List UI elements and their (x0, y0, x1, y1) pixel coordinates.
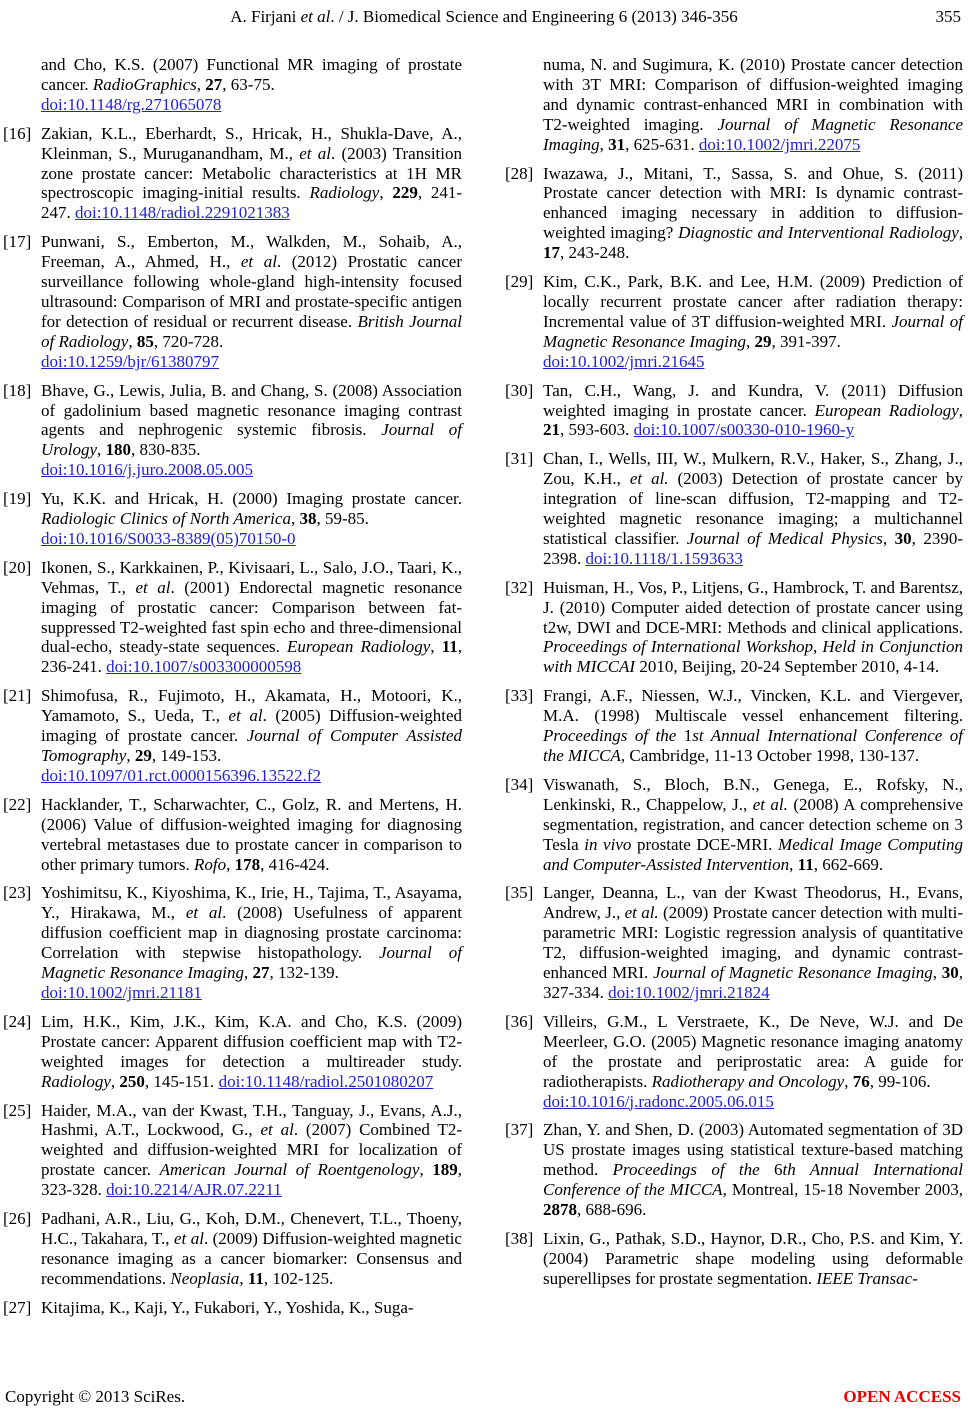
doi-link[interactable]: doi:10.1002/jmri.21645 (543, 351, 705, 371)
reference-text (41, 55, 462, 114)
reference-label: [16] (3, 123, 32, 143)
reference-text-segment: , 323-328. (41, 1160, 463, 1200)
reference-text-segment: , 688-696. (577, 1200, 647, 1220)
reference-text (41, 232, 462, 370)
reference-text-segment: . (2001) Endorectal magnetic resonance imaging of prostatic cancer: Comparison between fat-suppressed T2-weighted fast spin echo and three-dimensional dual-echo, steady-state sequences. (41, 577, 462, 657)
reference-entry-32 (505, 578, 963, 678)
volume-number: 29 (134, 746, 152, 765)
reference-text-segment: , (290, 509, 300, 529)
reference-text (41, 1209, 462, 1288)
reference-text-segment: , 662-669. (813, 854, 884, 874)
volume-number: 30 (894, 528, 912, 548)
italic-text: Journal of Medical Physics (686, 528, 883, 548)
italic-text: et al (299, 143, 331, 163)
reference-text (543, 55, 963, 154)
italic-text: Journal of Urology (41, 420, 463, 460)
reference-text-segment: , 391-397. (771, 331, 841, 351)
doi-link[interactable]: doi:10.1007/s003300000598 (106, 657, 302, 677)
italic-text: Proceedings of the (612, 1160, 775, 1180)
italic-text: et al (135, 577, 171, 597)
reference-text-segment: . (2007) Combined T2-weighted and diffusion-weighted MRI for localization of prostate cancer. (41, 1120, 462, 1180)
open-access-label: OPEN ACCESS (843, 1387, 961, 1406)
reference-text-segment: . (2005) Diffusion-weighted imaging of prostate cancer. (41, 706, 462, 746)
running-head-etal: et al (300, 7, 331, 26)
reference-text-segment: , 593-603. (560, 420, 634, 440)
reference-label: [31] (505, 449, 534, 469)
reference-text-segment: . (2012) Prostatic cancer surveillance following whole-gland high-intensity focused ultrasound: Comparison of MRI and prostate-specific antigen for detection of residual or recurrent disease. (41, 252, 462, 331)
italic-text: Journal of Computer Assisted Tomography (41, 726, 462, 765)
doi-link[interactable]: doi:10.1016/j.radonc.2005.06.015 (543, 1091, 774, 1111)
reference-text-segment: (2003) Detection of prostate cancer by integration of line-scan diffusion, T2-mapping and T2-weighted magnetic resonance imaging; a multichannel statistical classifier. (543, 469, 963, 548)
reference-text-segment: numa, N. and Sugimura, K. (2010) Prostate cancer detection with 3T MRI: Comparison of diffusion-weighted imaging and dynamic contrast-enhanced MRI in combination with T2-weighted imaging. (543, 55, 963, 134)
reference-text-segment: Hacklander, T., Scharwachter, C., Golz, R. and Mertens, H. (2006) Value of diffusion-weighted imaging for diagnosing vertebral metastases due to prostate cancer in comparison to other primary tumors. (41, 794, 462, 874)
reference-label: [37] (505, 1120, 534, 1140)
italic-text: Proceedings of the (543, 726, 684, 746)
reference-text-segment: , (126, 746, 135, 765)
doi-link[interactable]: doi:10.1097/01.rct.0000156396.13522.f2 (41, 765, 322, 785)
reference-entry-26 (3, 1209, 462, 1289)
italic-text: Journal of Magnetic Resonance Imaging (543, 114, 963, 154)
reference-entry-36 (505, 1012, 963, 1112)
reference-text-segment: , 132-139. (269, 963, 339, 983)
reference-text-segment: , (844, 1071, 853, 1091)
reference-text-segment: Lixin, G., Pathak, S.D., Haynor, D.R., Cho, P.S. and Kim, Y. (2004) Parametric shape modeling using deformable superellipses for prostate segmentation. (543, 1228, 963, 1288)
reference-text-segment: Kitajima, K., Kaji, Y., Fukabori, Y., Yoshida, K., Suga- (41, 1297, 414, 1317)
reference-label: [18] (3, 380, 32, 400)
reference-text-segment: , (599, 134, 609, 154)
doi-link[interactable]: doi:10.1148/radiol.2501080207 (218, 1071, 434, 1091)
reference-text (543, 381, 963, 440)
reference-entry-18 (3, 381, 462, 481)
page-footer (5, 1387, 961, 1407)
reference-text-segment: , (226, 854, 235, 874)
reference-text-segment: prostate DCE-MRI. (631, 834, 779, 854)
italic-text: Journal of Magnetic Resonance Imaging (543, 311, 963, 351)
reference-text (543, 164, 963, 263)
doi-link[interactable]: doi:10.1118/1.1593633 (585, 548, 743, 568)
reference-text-segment: , (128, 331, 137, 351)
reference-entry-continuation (505, 55, 963, 155)
doi-link[interactable]: doi:10.1259/bjr/61380797 (41, 351, 220, 371)
reference-text-segment: , 327-334. (543, 963, 963, 1002)
reference-label: [33] (505, 686, 534, 706)
reference-entry-25 (3, 1101, 462, 1201)
reference-text-segment: , 625-631. (625, 134, 699, 154)
reference-entry-23 (3, 883, 462, 1002)
reference-text-segment: , 63-75. (222, 74, 275, 94)
reference-text (543, 578, 963, 677)
italic-text: European Radiology (814, 400, 959, 420)
volume-number: 11 (247, 1268, 264, 1288)
reference-entry-30 (505, 381, 963, 441)
doi-link[interactable]: doi:10.1002/jmri.21824 (608, 982, 770, 1002)
reference-text-segment: , Montreal, 15-18 November 2003, (722, 1180, 964, 1200)
reference-text (543, 1229, 963, 1288)
reference-text (543, 686, 963, 765)
italic-text: IEEE Transac- (816, 1268, 918, 1288)
reference-text (41, 1012, 462, 1091)
reference-text-segment: , 59-85. (316, 509, 369, 529)
reference-entry-34 (505, 775, 963, 875)
reference-text-segment: , 236-241. (41, 637, 462, 677)
reference-text-segment: Villeirs, G.M., L Verstraete, K., De Neve, W.J. and De Meerleer, G.O. (2005) Magnetic resonance imaging anatomy of the prostate and periprostatic area: A guide for radiotherapists. (543, 1011, 963, 1091)
reference-text (41, 124, 462, 223)
italic-text: in vivo (584, 834, 632, 854)
reference-entry-21 (3, 686, 462, 786)
reference-label: [30] (505, 380, 534, 400)
reference-text-segment: , 145-151. (144, 1071, 219, 1091)
reference-entry-17 (3, 232, 462, 371)
reference-text-segment: Zhan, Y. and Shen, D. (2003) Automated segmentation of 3D US prostate images using statistical texture-based matching method. (543, 1120, 963, 1180)
italic-text: Journal of Magnetic Resonance Imaging (41, 943, 463, 983)
volume-number: 29 (754, 331, 772, 351)
reference-text-segment: Chan, I., Wells, III, W., Mulkern, R.V., Haker, S., Zhang, J., Zou, K.H., (543, 449, 963, 489)
reference-entry-24 (3, 1012, 462, 1092)
reference-text-segment: Lim, H.K., Kim, J.K., Kim, K.A. and Cho, K.S. (2009) Prostate cancer: Apparent diffusion coefficient map with T2-weighted images for detection a multireader study. (41, 1011, 462, 1071)
reference-entry-27 (3, 1298, 462, 1318)
reference-text-segment: Langer, Deanna, L., van der Kwast Theodorus, H., Evans, Andrew, J., (543, 883, 963, 923)
reference-text-segment: Viswanath, S., Bloch, B.N., Genega, E., Rofsky, N., Lenkinski, R., Chappelow, J., (543, 774, 963, 814)
reference-text-segment: (2008) A comprehensive segmentation, registration, and cancer detection scheme on 3 Tesla (543, 794, 963, 854)
doi-link[interactable]: doi:10.1002/jmri.21181 (41, 982, 202, 1002)
reference-text-segment: , (97, 440, 106, 460)
italic-text: European Radiology (286, 637, 431, 657)
italic-text: RadioGraphics (92, 74, 197, 94)
reference-text-segment: Huisman, H., Vos, P., Litjens, G., Hambrock, T. and Barentsz, J. (2010) Computer aided detection of prostate cancer using t2w, DWI and DCE-MRI: Methods and clinical applications. (543, 577, 963, 637)
reference-entry-37 (505, 1120, 963, 1220)
italic-text: Diagnostic and Interventional Radiology (678, 223, 959, 243)
references-section (3, 55, 963, 1327)
reference-text-segment: , (244, 963, 253, 983)
reference-label: [28] (505, 163, 534, 183)
reference-text-segment: , (379, 183, 393, 203)
italic-text: et al (185, 903, 223, 923)
running-head-author: A. Firjani (230, 7, 301, 26)
reference-text (543, 272, 963, 371)
doi-link[interactable]: doi:10.1016/S0033-8389(05)70150-0 (41, 528, 296, 548)
reference-text-segment: , 241-247. (41, 183, 462, 223)
reference-text-segment: Bhave, G., Lewis, Julia, B. and Chang, S. (2008) Association of gadolinium based magnetic resonance imaging contrast agents and nephrogenic systemic fibrosis. (41, 380, 462, 440)
reference-text-segment: Ikonen, S., Karkkainen, P., Kivisaari, L., Salo, J.O., Taari, K., Vehmas, T., (41, 557, 462, 597)
reference-text-segment: Frangi, A.F., Niessen, W.J., Vincken, K.L. and Viergever, M.A. (1998) Multiscale vessel enhancement filtering. (543, 686, 963, 726)
reference-text-segment: . (2008) Usefulness of apparent diffusion coefficient map in diagnosing prostate carcinoma: Correlation with stepwise histopathology. (41, 903, 463, 963)
reference-label: [35] (505, 883, 534, 903)
italic-text: th Annual International Conference of the MICCA (543, 1160, 963, 1200)
volume-number: 11 (797, 854, 814, 874)
reference-text-segment: , (932, 963, 942, 983)
copyright-notice: Copyright © 2013 SciRes. (5, 1387, 186, 1406)
reference-text-segment: , (789, 854, 798, 874)
reference-label: [34] (505, 774, 534, 794)
running-head (0, 7, 968, 27)
reference-label: [29] (505, 272, 534, 292)
reference-label: [19] (3, 489, 32, 509)
volume-number: 27 (252, 963, 270, 983)
reference-label: [36] (505, 1011, 534, 1031)
reference-text (41, 1101, 462, 1200)
italic-text: Rofo (193, 854, 227, 874)
reference-text-segment: Punwani, S., Emberton, M., Walkden, M., Sohaib, A., Freeman, A., Ahmed, H., (41, 232, 462, 272)
reference-label: [23] (3, 883, 32, 903)
volume-number: 180 (105, 440, 132, 460)
italic-text: et al (260, 1120, 294, 1140)
reference-entry-31 (505, 449, 963, 568)
volume-number: 76 (852, 1071, 870, 1091)
italic-text: et al. (629, 469, 669, 489)
reference-text-segment: (2009) Prostate cancer detection with multi-parametric MRI: Logistic regression analysis of quantitative T2, diffusion-weighted imaging, and dynamic contrast-enhanced MRI. (543, 903, 963, 983)
reference-text-segment: , (110, 1071, 120, 1091)
volume-number: 189 (432, 1160, 458, 1180)
volume-number: 27 (205, 74, 223, 94)
italic-text: Proceedings of International Workshop, Held in Conjunction with MICCAI (543, 637, 963, 677)
reference-text-segment: . (2009) Diffusion-weighted magnetic resonance imaging as a cancer biomarker: Consensus and recommendations. (41, 1228, 462, 1288)
italic-text: Radiology (41, 1071, 111, 1091)
italic-text: et al (240, 252, 277, 272)
reference-text-segment: , 102-125. (263, 1268, 334, 1288)
doi-link[interactable]: doi:10.1002/jmri.22075 (698, 134, 861, 154)
volume-number: 178 (234, 854, 261, 874)
reference-text-segment: , 149-153. (151, 746, 222, 765)
reference-text (41, 558, 462, 677)
reference-text-segment: , 720-728. (153, 331, 224, 351)
reference-text-segment: , (239, 1268, 248, 1288)
reference-text-segment: Kim, C.K., Park, B.K. and Lee, H.M. (2009) Prediction of locally recurrent prostate cancer after radiation therapy: Incremental value of 3T diffusion-weighted MRI. (543, 272, 963, 331)
reference-text-segment: , 416-424. (260, 854, 330, 874)
reference-text (41, 883, 462, 1002)
reference-text-segment: , (882, 528, 895, 548)
reference-label: [25] (3, 1100, 32, 1120)
italic-text: et al. (624, 903, 659, 923)
reference-label: [26] (3, 1209, 32, 1229)
reference-text-segment: , 99-106. (869, 1071, 931, 1091)
volume-number: 2878 (543, 1200, 577, 1220)
volume-number: 229 (392, 183, 418, 203)
reference-entry-20 (3, 558, 462, 677)
volume-number: 31 (608, 134, 626, 154)
reference-text (543, 1120, 963, 1219)
reference-text (41, 381, 462, 480)
reference-label: [38] (505, 1228, 534, 1248)
italic-text: Radiologic Clinics of North America (41, 509, 291, 529)
reference-text-segment: Iwazawa, J., Mitani, T., Sassa, S. and Ohue, S. (2011) Prostate cancer detection with MRI: Is dynamic contrast-enhanced imaging necessary in addition to diffusion-weighted imaging? (543, 163, 963, 243)
reference-text-segment: , 830-835. (131, 440, 201, 460)
reference-text-segment: Tan, C.H., Wang, J. and Kundra, V. (2011) Diffusion weighted imaging in prostate cancer. (543, 380, 963, 420)
reference-text-segment: Shimofusa, R., Fujimoto, H., Akamata, H., Motoori, K., Yamamoto, S., Ueda, T., (41, 686, 462, 726)
italic-text: Medical Image Computing and Computer-Assisted Intervention (543, 834, 963, 874)
reference-entry-22 (3, 795, 462, 875)
reference-entry-29 (505, 272, 963, 372)
reference-text-segment: and Cho, K.S. (2007) Functional MR imaging of prostate cancer. (41, 55, 462, 94)
reference-text-segment: , 243-248. (560, 243, 630, 263)
volume-number: 11 (441, 637, 458, 657)
volume-number: 38 (299, 509, 317, 529)
italic-text: st Annual International Conference of the MICCA (543, 726, 963, 765)
reference-text-segment: , (958, 223, 963, 243)
reference-text-segment: Zakian, K.L., Eberhardt, S., Hricak, H., Shukla-Dave, A., Kleinman, S., Muruganandham, M., (41, 123, 462, 163)
reference-entry-19 (3, 489, 462, 549)
reference-text (543, 775, 963, 874)
reference-text-segment: 6 (774, 1160, 783, 1180)
volume-number: 21 (543, 420, 560, 440)
reference-label: [27] (3, 1297, 32, 1317)
reference-text-segment: 2010, Beijing, 20-24 September 2010, 4-14. (635, 657, 940, 677)
reference-text-segment: 1 (683, 726, 693, 746)
reference-label: [17] (3, 232, 32, 252)
volume-number: 17 (543, 243, 560, 263)
italic-text: Radiotherapy and Oncology (651, 1071, 845, 1091)
reference-text-segment: , 2390-2398. (543, 528, 963, 568)
page-number: 355 (935, 7, 961, 26)
reference-text (543, 883, 963, 1002)
italic-text: Radiology (309, 183, 380, 203)
reference-label: [20] (3, 557, 32, 577)
italic-text: et al (228, 706, 263, 726)
running-head-journal: . / J. Biomedical Science and Engineering 6 (2013) 346-356 (330, 7, 738, 26)
reference-text-segment: Yu, K.K. and Hricak, H. (2000) Imaging prostate cancer. (41, 489, 462, 509)
doi-link[interactable]: doi:10.1148/rg.271065078 (41, 94, 222, 114)
reference-text-segment: Yoshimitsu, K., Kiyoshima, K., Irie, H., Tajima, T., Asayama, Y., Hirakawa, M., (41, 883, 462, 923)
reference-text-segment: , (958, 400, 963, 420)
reference-entry-16 (3, 124, 462, 224)
reference-text-segment: , (430, 637, 442, 657)
italic-text: et al (174, 1228, 204, 1248)
reference-label: [21] (3, 686, 32, 706)
reference-text-segment: , (196, 74, 206, 94)
reference-text (41, 489, 462, 548)
italic-text: Neoplasia (170, 1268, 240, 1288)
reference-text-segment: . (2003) Transition zone prostate cancer: Metabolic characteristics at 1H MR spectroscopic imaging-initial results. (41, 143, 462, 203)
reference-entry-35 (505, 883, 963, 1002)
references-column-right (505, 55, 963, 1327)
reference-text-segment: , (746, 331, 755, 351)
reference-text (41, 686, 462, 785)
reference-entry-continuation (3, 55, 462, 115)
doi-link[interactable]: doi:10.1007/s00330-010-1960-y (633, 420, 855, 440)
reference-text-segment: Padhani, A.R., Liu, G., Koh, D.M., Chenevert, T.L., Thoeny, H.C., Takahara, T., (41, 1209, 462, 1248)
reference-label: [32] (505, 577, 534, 597)
references-column-left (3, 55, 462, 1327)
reference-label: [22] (3, 794, 32, 814)
italic-text: et al. (752, 794, 788, 814)
volume-number: 30 (941, 963, 959, 983)
reference-text (41, 795, 462, 874)
reference-text (543, 1012, 963, 1111)
reference-entry-33 (505, 686, 963, 766)
doi-link[interactable]: doi:10.1148/radiol.2291021383 (75, 203, 290, 223)
doi-link[interactable]: doi:10.1016/j.juro.2008.05.005 (41, 460, 254, 480)
page-title (0, 7, 968, 27)
italic-text: British Journal of Radiology (41, 311, 462, 351)
reference-text (41, 1298, 414, 1317)
italic-text: Journal of Magnetic Resonance Imaging (653, 963, 933, 983)
volume-number: 250 (119, 1071, 145, 1091)
italic-text: American Journal of Roentgenology (159, 1160, 420, 1180)
reference-text (543, 449, 963, 568)
reference-text-segment: , (419, 1160, 433, 1180)
doi-link[interactable]: doi:10.2214/AJR.07.2211 (106, 1180, 282, 1200)
reference-entry-28 (505, 164, 963, 264)
reference-label: [24] (3, 1011, 32, 1031)
volume-number: 85 (136, 331, 154, 351)
reference-entry-38 (505, 1229, 963, 1289)
reference-text-segment: , Cambridge, 11-13 October 1998, 130-137. (620, 746, 920, 765)
reference-text-segment: Haider, M.A., van der Kwast, T.H., Tanguay, J., Evans, A.J., Hashmi, A.T., Lockwood, G., (41, 1100, 462, 1140)
